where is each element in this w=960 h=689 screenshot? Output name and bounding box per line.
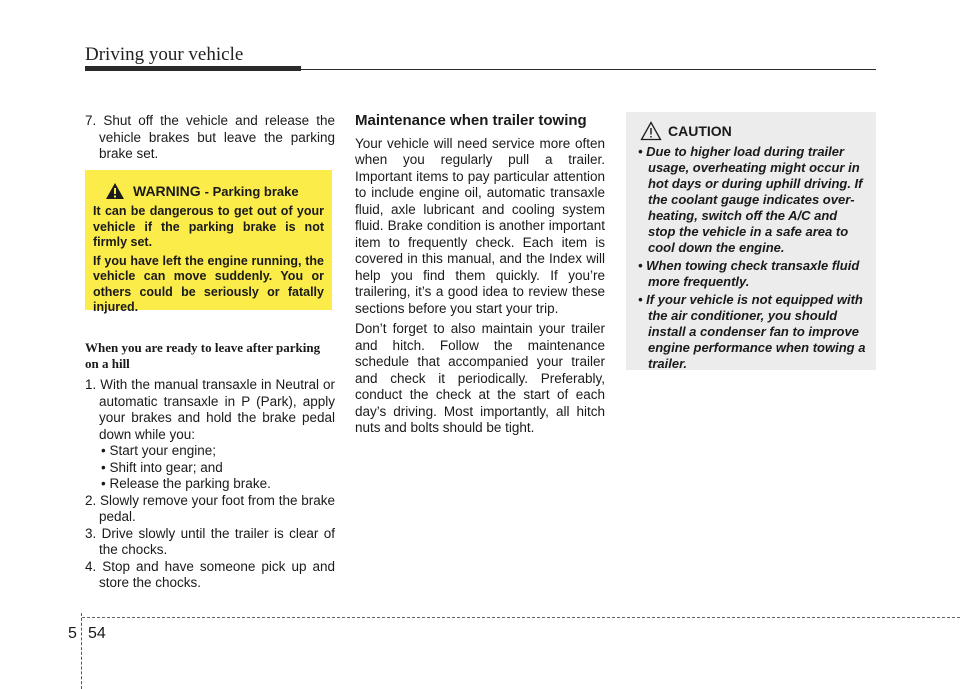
left-column-top xyxy=(85,113,335,163)
warning-title: WARNING xyxy=(133,183,201,199)
footer-horizontal-rule xyxy=(82,617,960,618)
warning-subtitle: - Parking brake xyxy=(204,183,299,199)
warning-body xyxy=(93,204,324,316)
warning-triangle-icon xyxy=(105,182,125,200)
step-1: 1. With the manual transaxle in Neutral or automatic transaxle in P (Park), apply your brakes and hold the brake pedal down while you: xyxy=(85,377,335,442)
hill-steps xyxy=(85,377,335,592)
caution-list xyxy=(636,144,868,372)
footer-vertical-rule xyxy=(81,613,82,689)
middle-column xyxy=(355,113,605,441)
hill-subheading: When you are ready to leave after parking on a hill xyxy=(85,340,321,371)
caution-triangle-icon xyxy=(640,121,662,141)
warning-para-1: It can be dangerous to get out of your vehicle if the parking brake is not firmly set. xyxy=(93,204,324,249)
step-3: 3. Drive slowly until the trailer is clear of the chocks. xyxy=(85,525,335,557)
bullet-release-brake: • Release the parking brake. xyxy=(101,476,271,491)
caution-title: CAUTION xyxy=(668,123,732,139)
step-4: 4. Stop and have someone pick up and store the chocks. xyxy=(85,558,335,590)
caution-item-overheating: • Due to higher load during trailer usage, overheating might occur in hot days or during uphill driving. If the coolant gauge indicates over-heating, switch off the A/C and stop the vehicle in a safe area to cool down the engine. xyxy=(638,144,863,255)
caution-box xyxy=(626,112,876,370)
page-header-title: Driving your vehicle xyxy=(85,44,244,65)
header-rule-thick xyxy=(85,66,301,71)
footer-page-number: 54 xyxy=(88,625,106,642)
step-7: 7. Shut off the vehicle and release the vehicle brakes but leave the parking brake set. xyxy=(85,113,335,161)
warning-box xyxy=(85,170,332,314)
header-rule-thin xyxy=(301,69,876,70)
footer-section-number: 5 xyxy=(68,625,77,642)
maintenance-para-1: Your vehicle will need service more often when you regularly pull a trailer. Important items to pay particular attention to include engine oil, automatic transaxle fluid, axle lubricant and cooling system fluid. Brake condition is another important item to frequently check. Each item is covered in this manual, and the Index will help you find them quickly. If you’re trailering, it’s a good idea to review these sections before you start your trip. xyxy=(355,135,605,316)
bullet-shift-gear: • Shift into gear; and xyxy=(101,459,223,475)
caution-item-condenser-fan: • If your vehicle is not equipped with the air conditioner, you should install a condenser fan to improve engine performance when towing a trailer. xyxy=(638,292,866,371)
warning-header xyxy=(105,180,324,202)
step-2: 2. Slowly remove your foot from the brake pedal. xyxy=(85,492,335,524)
section-title-maintenance: Maintenance when trailer towing xyxy=(355,112,587,129)
maintenance-para-2: Don’t forget to also maintain your trailer and hitch. Follow the maintenance schedule that accompanied your trailer and check it periodically. Preferably, conduct the check at the start of each day’s driving. Most importantly, all hitch nuts and bolts should be tight. xyxy=(355,321,605,435)
warning-para-2: If you have left the engine running, the vehicle can move suddenly. You or others could be seriously or fatally injured. xyxy=(93,253,324,314)
caution-header xyxy=(640,120,868,142)
bullet-start-engine: • Start your engine; xyxy=(101,443,217,458)
caution-item-transaxle-fluid: • When towing check transaxle fluid more frequently. xyxy=(638,258,860,289)
